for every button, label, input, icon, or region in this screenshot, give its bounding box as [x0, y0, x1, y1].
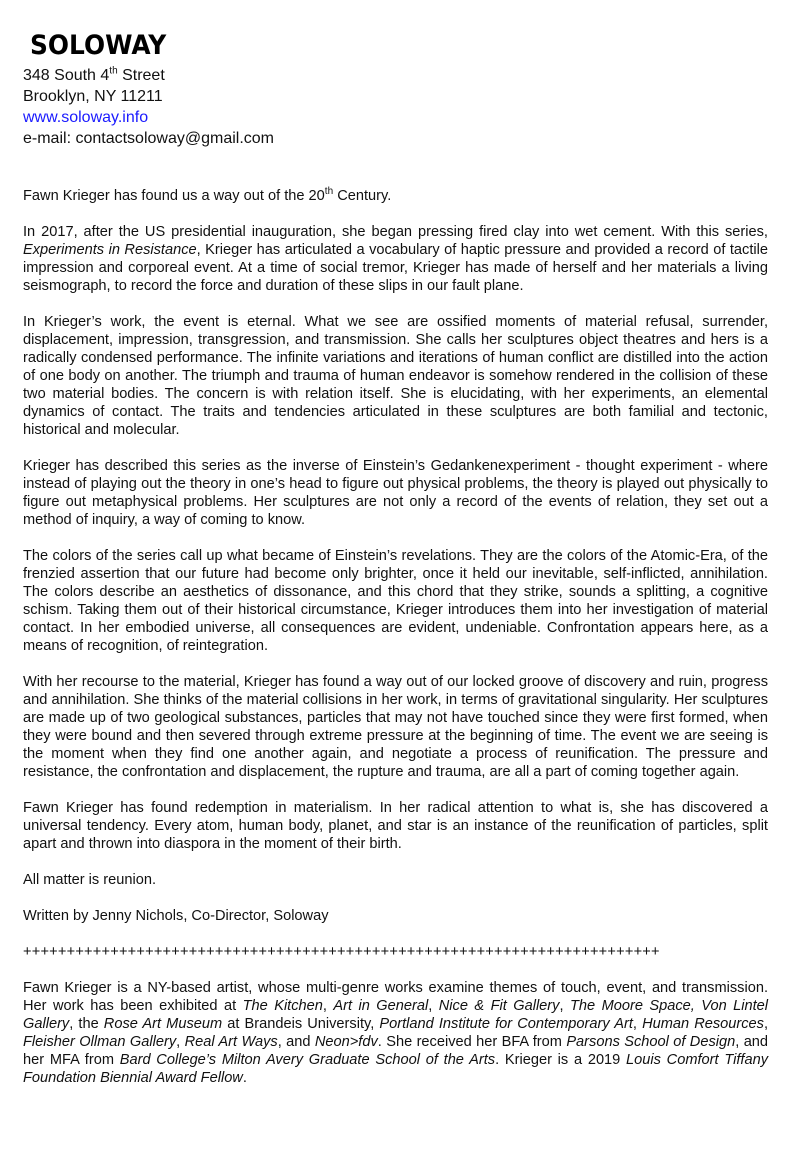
paragraph-colors: The colors of the series call up what became of Einstein’s revelations. They are the colors of the Atomic-Era, of the frenzied assertion that our future had become only brighter, once it held our inevitable, self-inflicted, annihilation. The colors describe an aesthetics of dissonance, and this chord that they strike, sounds a splitting, a cognitive schism. Taking them out of their historical circumstance, Krieger introduces them into her investigation of material contact. In her embodied universe, all consequences are evident, undeniable. Confrontation appears here, as a means of recognition, of reintegration.	[23, 548, 768, 654]
website-row	[23, 107, 768, 128]
series-title: Experiments in Resistance	[23, 242, 197, 258]
essay-body	[23, 187, 768, 1087]
artist-bio: Fawn Krieger is a NY-based artist, whose multi-genre works examine themes of touch, event, and transmission. Her work has been exhibited at The Kitchen, Art in General, Nice & Fit Gallery, The Moore Space, Von Lintel Gallery, the Rose Art Museum at Brandeis University, Portland Institute for Contemporary Art, Human Resources, Fleisher Ollman Gallery, Real Art Ways, and Neon>fdv. She received her BFA from Parsons School of Design, and her MFA from Bard College’s Milton Avery Graduate School of the Arts. Krieger is a 2019 Louis Comfort Tiffany Foundation Biennial Award Fellow.	[23, 980, 769, 1086]
intro-paragraph: Fawn Krieger has found us a way out of the 20th Century.	[23, 186, 392, 204]
street-address: 348 South 4th Street	[23, 65, 165, 84]
paragraph-einstein: Krieger has described this series as the inverse of Einstein’s Gedankenexperiment - thought experiment - where instead of playing out the theory in one’s head to figure out physical problems, the theory is played out physically to figure out metaphysical problems. Her sculptures are not only a record of the events of relation, they set out a method of inquiry, a way of coming to know.	[23, 458, 768, 528]
email-line: e-mail: contactsoloway@gmail.com	[23, 130, 274, 147]
paragraph-recourse: With her recourse to the material, Krieger has found a way out of our locked groove of discovery and ruin, progress and annihilation. She thinks of the material collisions in her work, in terms of gravitational singularity. Her sculptures are made up of two geological substances, particles that may not have touched since they were first formed, when they were bound and then severed through extreme pressure at the beginning of time. The event we are seeing is the moment when they find one another again, and negotiate a process of reunification. The pressure and resistance, the confrontation and displacement, the rupture and trauma, are all a part of coming together again.	[23, 674, 768, 780]
city-address: Brooklyn, NY 11211	[23, 88, 163, 105]
separator-line: +++++++++++++++++++++++++++++++++++++++++++++++++++++++++++++++++++++++++	[23, 944, 660, 960]
document-page	[23, 30, 768, 1087]
paragraph-resistance: In 2017, after the US presidential inauguration, she began pressing fired clay into wet cement. With this series, Experiments in Resistance, Krieger has articulated a vocabulary of haptic pressure and provided a record of tactile impression and corporeal event. At a time of social tremor, Krieger has made of herself and her materials a living seismograph, to record the force and duration of these slips in our fault plane.	[23, 224, 768, 294]
address-block	[23, 65, 768, 149]
paragraph-reunion: All matter is reunion.	[23, 872, 157, 888]
website-link[interactable]: www.soloway.info	[23, 109, 149, 126]
paragraph-event: In Krieger’s work, the event is eternal. What we see are ossified moments of material refusal, surrender, displacement, impression, transgression, and transmission. She calls her sculptures object theatres and hers is a radically condensed performance. The infinite variations and iterations of human conflict are distilled into the action of one body on another. The triumph and trauma of human endeavor is somehow rendered in the collision of these two material bodies. The concern is with relation itself. She is elucidating, with her experiments, an elemental dynamics of contact. The traits and tendencies articulated in these sculptures are both familial and tectonic, historical and molecular.	[23, 314, 768, 438]
soloway-logo: SOLOWAY	[30, 30, 167, 61]
byline: Written by Jenny Nichols, Co-Director, Soloway	[23, 908, 329, 924]
paragraph-redemption: Fawn Krieger has found redemption in materialism. In her radical attention to what is, she has discovered a universal tendency. Every atom, human body, planet, and star is an instance of the reunification of particles, split apart and thrown into diaspora in the moment of their birth.	[23, 800, 768, 852]
